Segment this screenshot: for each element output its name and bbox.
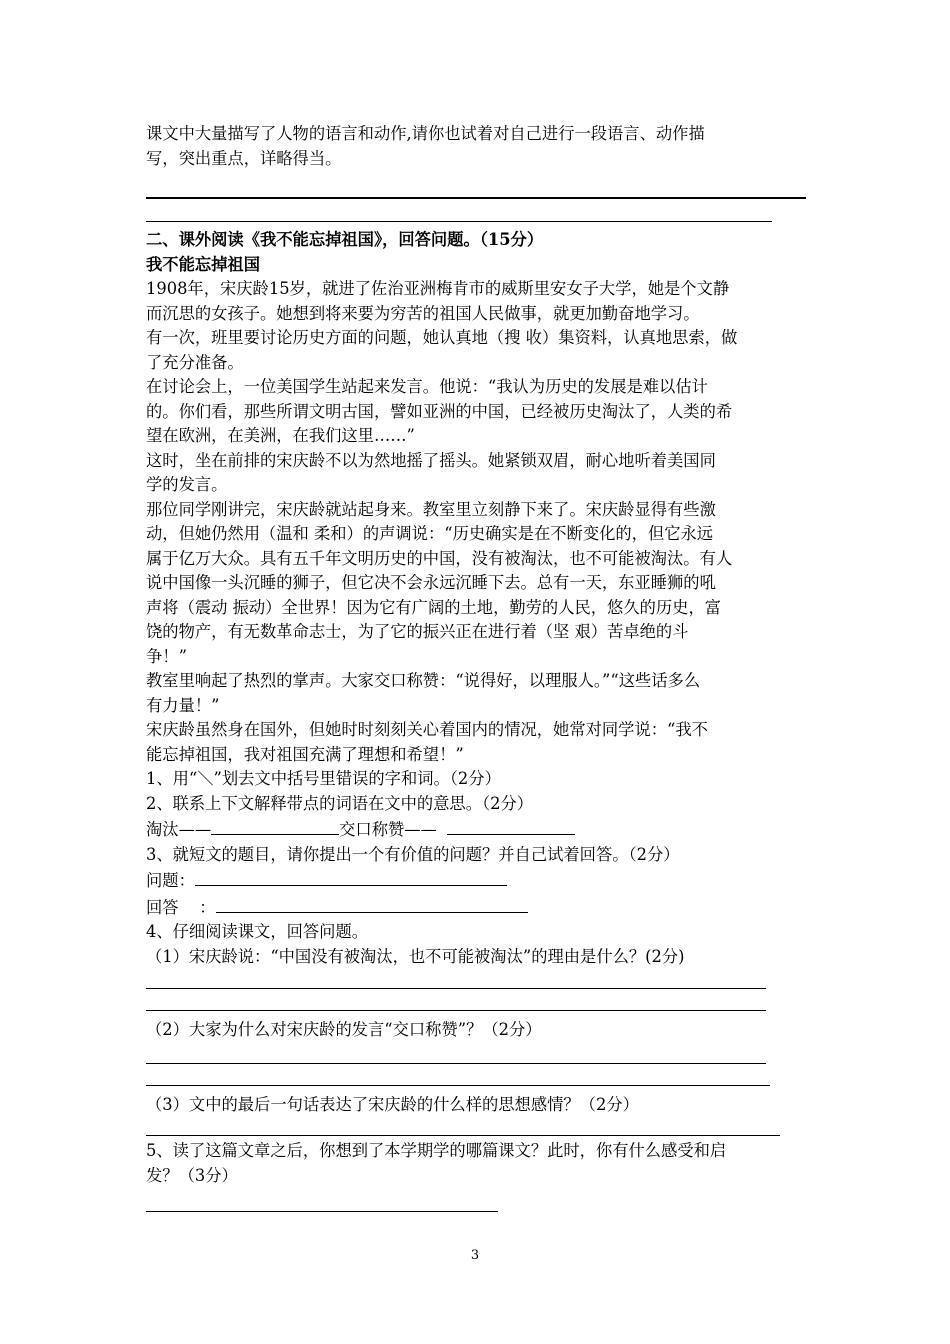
- question-4-1: （1）宋庆龄说：“中国没有被淘汰，也不可能被淘汰”的理由是什么？(2分): [146, 946, 685, 966]
- question-2: 2、联系上下文解释带点的词语在文中的意思。（2分）: [146, 793, 534, 813]
- writing-prompt-line-1: 课文中大量描写了人物的语言和动作,请你也试着对自己进行一段语言、动作描: [146, 124, 705, 143]
- passage-line: 宋庆龄虽然身在国外，但她时时刻刻关心着国内的情况，她常对同学说：“我不: [146, 720, 708, 739]
- passage-line: 声将（震动 振动）全世界！因为它有广阔的土地，勤劳的人民，悠久的历史，富: [146, 597, 722, 617]
- passage-line: 说中国像一头沉睡的狮子，但它决不会永远沉睡下去。总有一天，东亚睡狮的吼: [146, 573, 716, 592]
- question-4-2: （2）大家为什么对宋庆龄的发言“交口称赞”？（2分）: [146, 1020, 542, 1039]
- passage-line: 教室里响起了热烈的掌声。大家交口称赞：“说得好，以理服人。”“这些话多么: [146, 671, 701, 690]
- passage-line: 学的发言。: [146, 475, 228, 494]
- page-number: 3: [470, 1248, 480, 1263]
- question-1: 1、用“＼”划去文中括号里错误的字和词。（2分）: [146, 769, 501, 788]
- term-label: 淘汰——: [146, 820, 212, 839]
- section-heading: 二、课外阅读《我不能忘掉祖国》，回答问题。（15分）: [146, 230, 544, 249]
- passage-title: 我不能忘掉祖国: [146, 254, 260, 274]
- answer-line[interactable]: [146, 1211, 498, 1212]
- question-4-3: （3）文中的最后一句话表达了宋庆龄的什么样的思想感情？（2分）: [146, 1094, 639, 1114]
- passage-line: 而沉思的女孩子。她想到将来要为穷苦的祖国人民做事，就更加勤奋地学习。: [146, 303, 700, 323]
- passage-line: 的。你们看，那些所谓文明古国，譬如亚洲的中国，已经被历史淘汰了，人类的希: [146, 401, 733, 421]
- passage-line: 争！”: [146, 646, 187, 666]
- question-2-terms: [146, 816, 810, 843]
- passage-line: 属于亿万大众。具有五千年文明历史的中国，没有被淘汰，也不可能被淘汰。有人: [146, 548, 733, 568]
- question-4: 4、仔细阅读课文，回答问题。: [146, 922, 369, 941]
- question-3-answer-row: [146, 894, 810, 921]
- answer-blank[interactable]: [195, 867, 507, 886]
- question-5-line-1: 5、读了这篇文章之后，你想到了本学期学的哪篇课文？此时，你有什么感受和启: [146, 1141, 727, 1160]
- passage-line: 饶的物产，有无数革命志士，为了它的振兴正在进行着（坚 艰）苦卓绝的斗: [146, 622, 689, 641]
- passage-line: 那位同学刚讲完，宋庆龄就站起身来。教室里立刻静下来了。宋庆龄显得有些激: [146, 499, 716, 519]
- answer-blank[interactable]: [216, 894, 528, 913]
- passage-line: 能忘掉祖国，我对祖国充满了理想和希望！”: [146, 744, 464, 764]
- answer-label: 回答 ：: [146, 897, 216, 917]
- term-label: 交口称赞——: [339, 820, 437, 839]
- passage-line: 有一次，班里要讨论历史方面的问题，她认真地（搜 收）集资料，认真地思索，做: [146, 328, 738, 347]
- passage-line: 这时，坐在前排的宋庆龄不以为然地摇了摇头。她紧锁双眉，耐心地听着美国同: [146, 450, 716, 470]
- passage-line: 了充分准备。: [146, 352, 244, 372]
- exam-page: [146, 118, 810, 1212]
- passage-line: 有力量！”: [146, 695, 220, 715]
- question-5-line-2: 发？（3分）: [146, 1165, 238, 1185]
- answer-blank[interactable]: [211, 816, 339, 835]
- passage-line: 望在欧洲，在美洲，在我们这里……”: [146, 426, 415, 445]
- answer-label: 问题：: [146, 871, 195, 890]
- reading-passage: [146, 277, 810, 767]
- answer-blank[interactable]: [447, 816, 575, 835]
- writing-prompt-line-2: 写，突出重点，详略得当。: [146, 148, 342, 168]
- question-3-question-row: [146, 867, 810, 894]
- question-3: 3、就短文的题目，请你提出一个有价值的问题？并自己试着回答。（2分）: [146, 844, 680, 864]
- passage-line: 动，但她仍然用（温和 柔和）的声调说：“历史确实是在不断变化的，但它永远: [146, 524, 714, 543]
- passage-line: 1908年，宋庆龄15岁，就进了佐治亚洲梅肯市的威斯里安女子大学，她是个文静: [146, 279, 730, 298]
- passage-line: 在讨论会上，一位美国学生站起来发言。他说：“我认为历史的发展是难以估计: [146, 377, 708, 396]
